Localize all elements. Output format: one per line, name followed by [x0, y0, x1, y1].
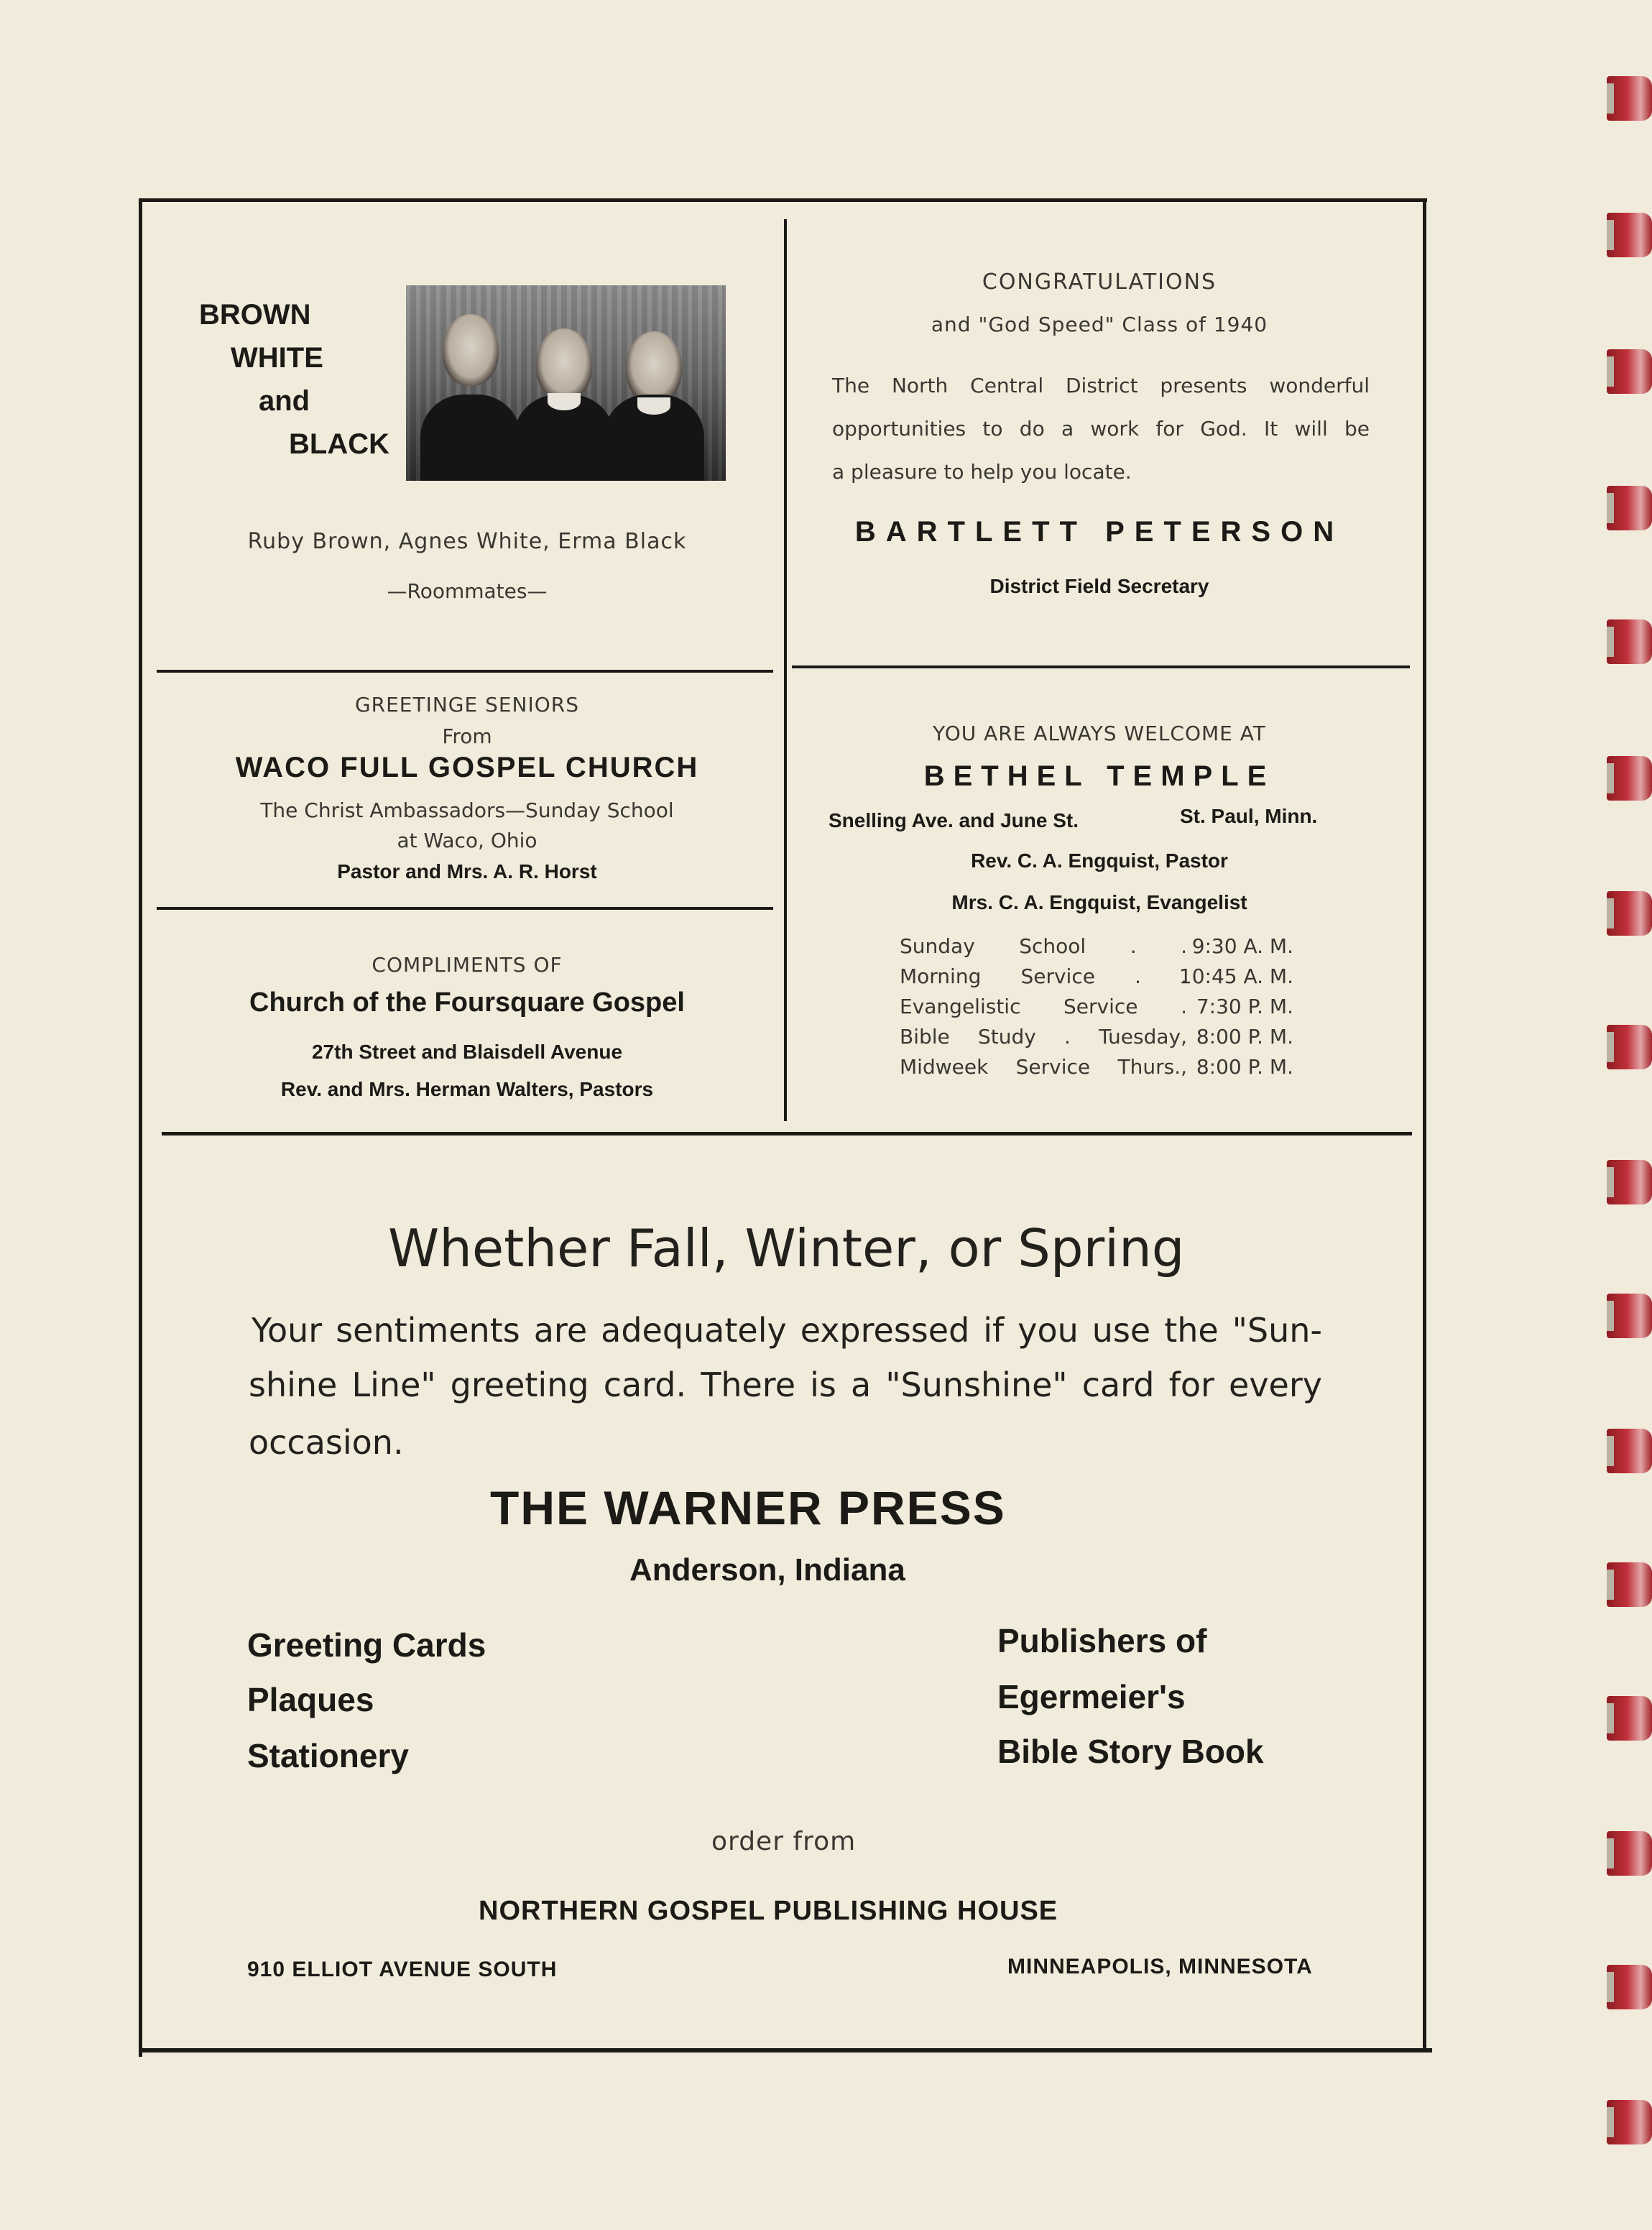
foursquare-church-name: Church of the Foursquare Gospel [249, 987, 685, 1018]
binding-ring [1607, 891, 1652, 936]
photo-caption: Ruby Brown, Agnes White, Erma Black [247, 529, 687, 554]
heading-brown: BROWN [199, 299, 311, 331]
product-stationery: Stationery [247, 1737, 409, 1774]
divider-left-2 [157, 907, 773, 910]
publisher-egermeier: Egermeier's [997, 1678, 1186, 1715]
binding-ring [1607, 486, 1652, 530]
divider-full [162, 1132, 1412, 1135]
foursquare-pastors: Rev. and Mrs. Herman Walters, Pastors [280, 1078, 654, 1100]
binding-ring [1607, 1831, 1652, 1876]
product-greeting-cards: Greeting Cards [247, 1626, 486, 1664]
divider-center [784, 219, 787, 1121]
divider-left-1 [157, 670, 773, 673]
order-from: order from [711, 1827, 857, 1856]
publishing-house-city: MINNEAPOLIS, MINNESOTA [1007, 1955, 1313, 1978]
waco-church-name: WACO FULL GOSPEL CHURCH [235, 752, 699, 783]
from-text: From [442, 724, 492, 748]
bethel-city: St. Paul, Minn. [1180, 805, 1318, 827]
binding-ring [1607, 213, 1652, 257]
frame-left [139, 198, 142, 2057]
photo-subcaption: —Roommates— [387, 579, 548, 603]
binding-ring [1607, 1965, 1652, 2009]
district-body-1: The North Central District presents wonderful [832, 374, 1370, 397]
frame-right [1423, 198, 1426, 2052]
compliments-text: COMPLIMENTS OF [372, 953, 563, 977]
schedule-service: Evangelistic Service . [900, 995, 1187, 1018]
binding-ring [1607, 619, 1652, 664]
schedule-service: Morning Service . . [900, 964, 1187, 988]
publishing-house-name: NORTHERN GOSPEL PUBLISHING HOUSE [479, 1896, 1058, 1926]
secretary-name: BARTLETT PETERSON [854, 516, 1344, 548]
binding-ring [1607, 1562, 1652, 1607]
god-speed-text: and "God Speed" Class of 1940 [931, 313, 1268, 336]
binding-ring [1607, 1696, 1652, 1741]
frame-bottom [142, 2048, 1432, 2052]
warner-press-location: Anderson, Indiana [629, 1552, 905, 1588]
foursquare-address: 27th Street and Blaisdell Avenue [311, 1041, 623, 1063]
heading-white: WHITE [231, 342, 323, 374]
bethel-evangelist: Mrs. C. A. Engquist, Evangelist [951, 891, 1247, 913]
schedule-time: 8:00 P. M. [1196, 1055, 1293, 1079]
product-plaques: Plaques [247, 1681, 374, 1718]
district-body-2: opportunities to do a work for God. It will be [832, 417, 1370, 441]
secretary-title: District Field Secretary [989, 575, 1209, 597]
schedule-time: 8:00 P. M. [1196, 1025, 1293, 1049]
heading-black: BLACK [289, 428, 389, 460]
binding-ring [1607, 1429, 1652, 1473]
ad-body-3: occasion. [249, 1423, 404, 1462]
binding-ring [1607, 349, 1652, 394]
publishing-house-street: 910 ELLIOT AVENUE SOUTH [247, 1958, 558, 1981]
schedule-service: Midweek Service Thurs., [900, 1055, 1187, 1079]
binding-ring [1607, 76, 1652, 121]
person-right [604, 285, 704, 481]
person-left [420, 285, 521, 481]
schedule-time: 9:30 A. M. [1191, 934, 1293, 958]
binding-ring [1607, 1160, 1652, 1204]
schedule-service: Sunday School . . [900, 934, 1187, 958]
congratulations-text: CONGRATULATIONS [982, 269, 1217, 295]
waco-location: at Waco, Ohio [397, 829, 537, 852]
greetings-text: GREETINGE SENIORS [354, 693, 580, 717]
district-body-3: a pleasure to help you locate. [832, 460, 1132, 484]
divider-right-1 [792, 665, 1410, 668]
waco-pastor: Pastor and Mrs. A. R. Horst [337, 860, 597, 883]
binding-ring [1607, 1025, 1652, 1069]
bethel-pastor: Rev. C. A. Engquist, Pastor [971, 849, 1228, 872]
schedule-service: Bible Study . Tuesday, [900, 1025, 1187, 1049]
bethel-temple-name: BETHEL TEMPLE [923, 760, 1275, 792]
publishers-of: Publishers of [997, 1622, 1207, 1659]
warner-press-name: THE WARNER PRESS [490, 1481, 1006, 1534]
binding-ring [1607, 2100, 1652, 2144]
ad-body-1: Your sentiments are adequately expressed if you use the "Sun- [252, 1311, 1322, 1350]
christ-ambassadors-text: The Christ Ambassadors—Sunday School [260, 798, 674, 822]
bethel-street: Snelling Ave. and June St. [829, 809, 1079, 831]
schedule-time: 7:30 P. M. [1196, 995, 1293, 1018]
roommates-photo [406, 285, 726, 481]
headline: Whether Fall, Winter, or Spring [388, 1218, 1185, 1278]
publisher-bible-story-book: Bible Story Book [997, 1733, 1264, 1770]
welcome-text: YOU ARE ALWAYS WELCOME AT [933, 722, 1266, 745]
frame-top [139, 198, 1427, 202]
binding-ring [1607, 756, 1652, 801]
schedule-time: 10:45 A. M. [1178, 964, 1293, 988]
heading-and: and [259, 385, 310, 417]
person-middle [514, 285, 614, 481]
binding-ring [1607, 1294, 1652, 1338]
ad-body-2: shine Line" greeting card. There is a "Sunshine" card for every [249, 1365, 1322, 1404]
